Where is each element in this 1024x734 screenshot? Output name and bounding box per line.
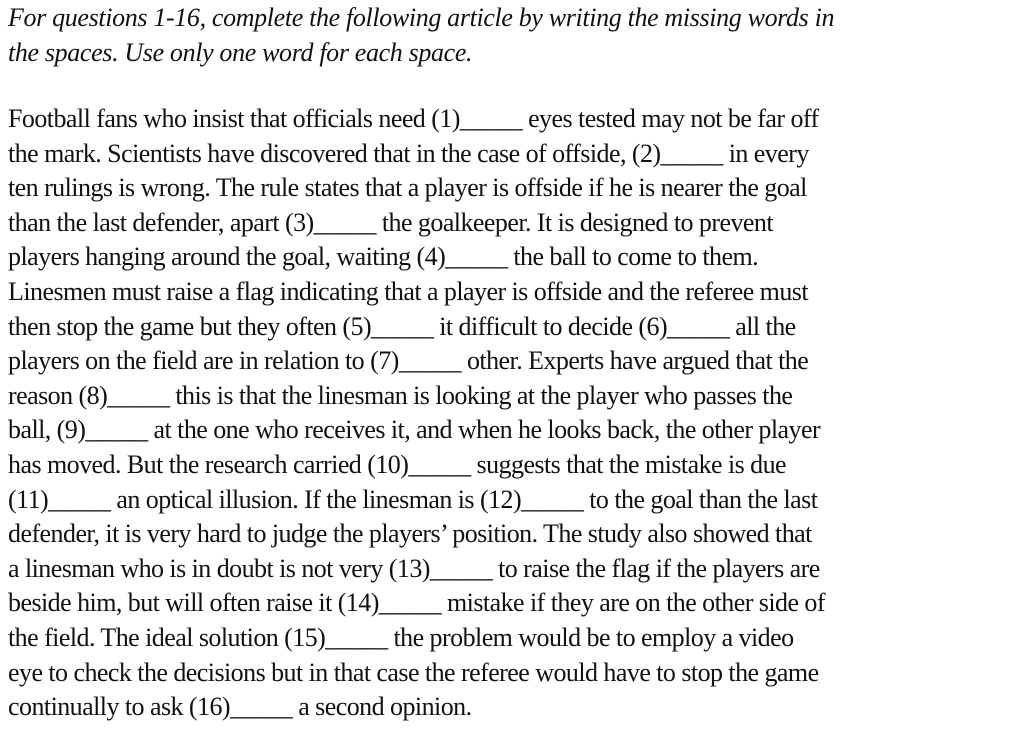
article-line: eye to check the decisions but in that case the referee would have to stop the game	[8, 657, 819, 687]
article-line: reason (8)_____ this is that the linesman is looking at the player who passes the	[8, 380, 793, 410]
cloze-article	[8, 102, 1018, 725]
exercise-page	[8, 0, 1018, 725]
article-line: the field. The ideal solution (15)_____ the problem would be to employ a video	[8, 622, 794, 652]
article-line: (11)_____ an optical illusion. If the linesman is (12)_____ to the goal than the last	[8, 484, 818, 514]
article-line: than the last defender, apart (3)_____ the goalkeeper. It is designed to prevent	[8, 207, 774, 237]
article-line: then stop the game but they often (5)_____ it difficult to decide (6)_____ all the	[8, 311, 796, 341]
article-line: continually to ask (16)_____ a second opinion.	[8, 692, 472, 722]
article-line: Football fans who insist that officials need (1)_____ eyes tested may not be far off	[8, 104, 819, 133]
paragraph-gap	[8, 70, 1018, 102]
article-line: ball, (9)_____ at the one who receives it, and when he looks back, the other player	[8, 415, 821, 445]
article-line: ten rulings is wrong. The rule states that a player is offside if he is nearer the goal	[8, 173, 807, 203]
instructions-line: the spaces. Use only one word for each space.	[8, 38, 473, 67]
article-line: defender, it is very hard to judge the players’ position. The study also showed that	[8, 519, 812, 549]
article-line: players on the field are in relation to (7)_____ other. Experts have argued that the	[8, 346, 809, 376]
article-line: beside him, but will often raise it (14)_____ mistake if they are on the other side of	[8, 588, 825, 618]
article-line: has moved. But the research carried (10)_____ suggests that the mistake is due	[8, 449, 787, 479]
instructions-line: For questions 1-16, complete the following article by writing the missing words in	[8, 3, 835, 32]
instructions	[8, 0, 1018, 70]
article-line: the mark. Scientists have discovered that in the case of offside, (2)_____ in every	[8, 138, 809, 168]
article-line: a linesman who is in doubt is not very (13)_____ to raise the flag if the players are	[8, 553, 820, 583]
article-line: players hanging around the goal, waiting (4)_____ the ball to come to them.	[8, 242, 759, 272]
article-line: Linesmen must raise a flag indicating that a player is offside and the referee must	[8, 276, 809, 306]
